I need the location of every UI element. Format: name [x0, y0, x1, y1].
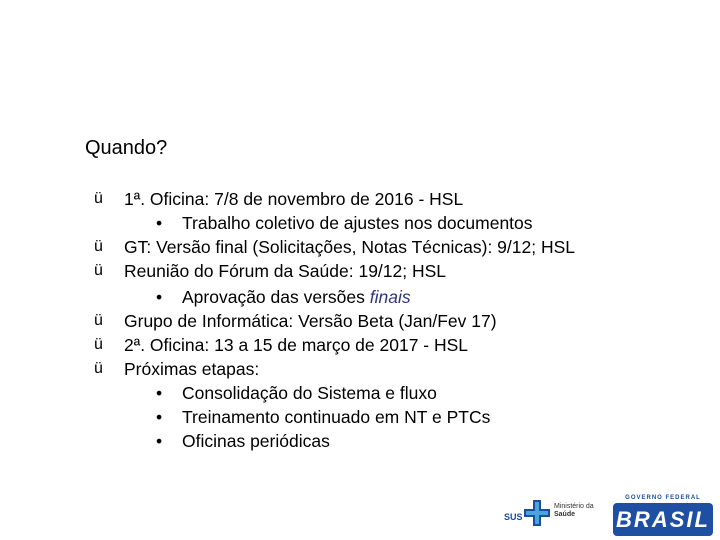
- agenda-subitem-text-plain: Aprovação das versões: [182, 287, 370, 307]
- agenda-item-text: 2ª. Oficina: 13 a 15 de março de 2017 - HSL: [124, 335, 469, 355]
- bullet-icon: •: [156, 213, 163, 233]
- slide-heading: Quando?: [85, 137, 168, 159]
- check-icon: ü: [94, 190, 103, 207]
- bullet-icon: •: [156, 431, 163, 451]
- bullet-icon: •: [156, 287, 163, 307]
- agenda-item-text: Reunião do Fórum da Saúde: 19/12; HSL: [124, 261, 447, 281]
- agenda-subitem-text: Treinamento continuado em NT e PTCs: [182, 407, 491, 427]
- government-logo-badge: [613, 503, 713, 536]
- sus-logo-text: SUS: [504, 512, 523, 522]
- agenda-item-text: GT: Versão final (Solicitações, Notas Técnicas): 9/12; HSL: [124, 237, 575, 257]
- health-cross-icon: [524, 500, 550, 526]
- agenda-subitem-text: [182, 285, 411, 309]
- check-icon: ü: [94, 336, 103, 353]
- ministry-logo: [554, 503, 604, 519]
- agenda-item-text: Próximas etapas:: [124, 359, 260, 379]
- check-icon: ü: [94, 262, 103, 279]
- agenda-item-text: Grupo de Informática: Versão Beta (Jan/Fev 17): [124, 311, 497, 331]
- agenda-subitem-text: Consolidação do Sistema e fluxo: [182, 383, 437, 403]
- government-logo-main: BRASIL: [616, 507, 710, 532]
- agenda-subitem-text: Oficinas periódicas: [182, 431, 330, 451]
- agenda-subitem-text: Trabalho coletivo de ajustes nos documentos: [182, 213, 533, 233]
- government-logo: [613, 494, 713, 538]
- check-icon: ü: [94, 360, 103, 377]
- government-logo-top: GOVERNO FEDERAL: [625, 495, 701, 501]
- check-icon: ü: [94, 238, 103, 255]
- bullet-icon: •: [156, 407, 163, 427]
- ministry-line-2: Saúde: [554, 511, 576, 518]
- check-icon: ü: [94, 312, 103, 329]
- agenda-item-text: 1ª. Oficina: 7/8 de novembro de 2016 - HSL: [124, 189, 464, 209]
- bullet-icon: •: [156, 383, 163, 403]
- footer-logos: [500, 494, 715, 538]
- ministry-line-1: Ministério da: [554, 503, 594, 510]
- agenda-subitem-emphasis: finais: [369, 287, 411, 307]
